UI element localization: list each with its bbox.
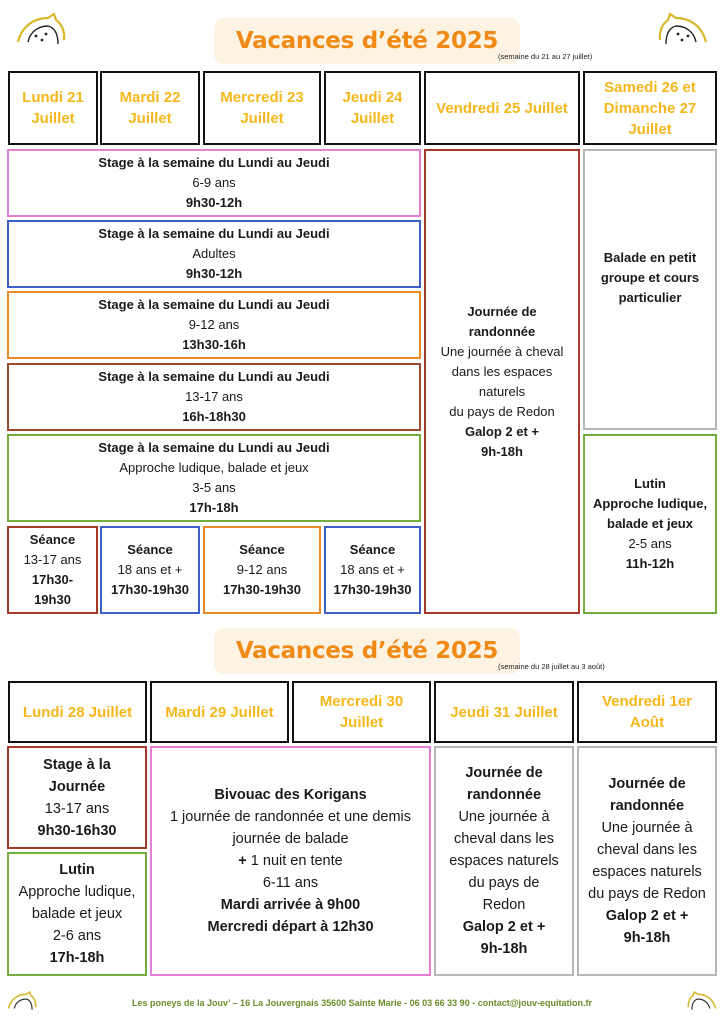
week1-seance-monday: Séance 13-17 ans 17h30- 19h30: [7, 526, 98, 614]
week2-header-thursday: Jeudi 31 Juillet: [434, 681, 574, 743]
week1-header-wednesday: Mercredi 23 Juillet: [203, 71, 321, 145]
week1-title: Vacances d’été 2025: [235, 28, 499, 54]
week1-stage-13-17: Stage à la semaine du Lundi au Jeudi 13-17 ans 16h-18h30: [7, 363, 421, 431]
week1-weekend-lutin: Lutin Approche ludique, balade et jeux 2-5 ans 11h-12h: [583, 434, 717, 614]
week1-seance-tuesday: Séance 18 ans et + 17h30-19h30: [100, 526, 200, 614]
horse-head-logo-icon: [656, 12, 710, 50]
week1-seance-thursday: Séance 18 ans et + 17h30-19h30: [324, 526, 421, 614]
week1-header-monday: Lundi 21 Juillet: [8, 71, 98, 145]
week2-bivouac: Bivouac des Korigans 1 journée de randonnée et une demis journée de balade + 1 nuit en tente 6-11 ans Mardi arrivée à 9h00 Mercredi départ à 12h30: [150, 746, 431, 976]
footer-contact: Les poneys de la Jouv’ – 16 La Jouvergnais 35600 Sainte Marie - 06 03 66 33 90 - contact@jouv-equitation.fr: [132, 998, 592, 1008]
week2-title-banner: [214, 628, 520, 674]
week2-title: Vacances d’été 2025: [235, 638, 499, 664]
week1-subtitle: (semaine du 21 au 27 juillet): [498, 52, 593, 61]
week2-friday-randonnee: Journée de randonnée Une journée à cheval dans les espaces naturels du pays de Redon Galop 2 et + 9h-18h: [577, 746, 717, 976]
week2-header-monday: Lundi 28 Juillet: [8, 681, 147, 743]
week2-subtitle: (semaine du 28 juillet au 3 août): [498, 662, 605, 671]
week1-stage-adultes: Stage à la semaine du Lundi au Jeudi Adultes 9h30-12h: [7, 220, 421, 288]
week2-monday-lutin: Lutin Approche ludique, balade et jeux 2-6 ans 17h-18h: [7, 852, 147, 976]
week1-title-banner: [214, 18, 520, 64]
week1-seance-wednesday: Séance 9-12 ans 17h30-19h30: [203, 526, 321, 614]
week1-stage-3-5: Stage à la semaine du Lundi au Jeudi Approche ludique, balade et jeux 3-5 ans 17h-18h: [7, 434, 421, 522]
week2-header-friday: Vendredi 1er Août: [577, 681, 717, 743]
week2-thursday-randonnee: Journée de randonnée Une journée à cheval dans les espaces naturels du pays de Redon Galop 2 et + 9h-18h: [434, 746, 574, 976]
horse-head-logo-icon: [14, 12, 68, 50]
week2-header-tuesday: Mardi 29 Juillet: [150, 681, 289, 743]
week1-friday-randonnee: Journée de randonnée Une journée à cheval dans les espaces naturels du pays de Redon Galop 2 et + 9h-18h: [424, 149, 580, 614]
week1-header-weekend: Samedi 26 et Dimanche 27 Juillet: [583, 71, 717, 145]
week1-header-friday: Vendredi 25 Juillet: [424, 71, 580, 145]
week1-weekend-balade: Balade en petit groupe et cours particulier: [583, 149, 717, 430]
week1-header-thursday: Jeudi 24 Juillet: [324, 71, 421, 145]
week1-header-tuesday: Mardi 22 Juillet: [100, 71, 200, 145]
week2-header-wednesday: Mercredi 30 Juillet: [292, 681, 431, 743]
week1-stage-6-9: Stage à la semaine du Lundi au Jeudi 6-9 ans 9h30-12h: [7, 149, 421, 217]
week2-monday-stage: Stage à la Journée 13-17 ans 9h30-16h30: [7, 746, 147, 849]
week1-stage-9-12: Stage à la semaine du Lundi au Jeudi 9-12 ans 13h30-16h: [7, 291, 421, 359]
